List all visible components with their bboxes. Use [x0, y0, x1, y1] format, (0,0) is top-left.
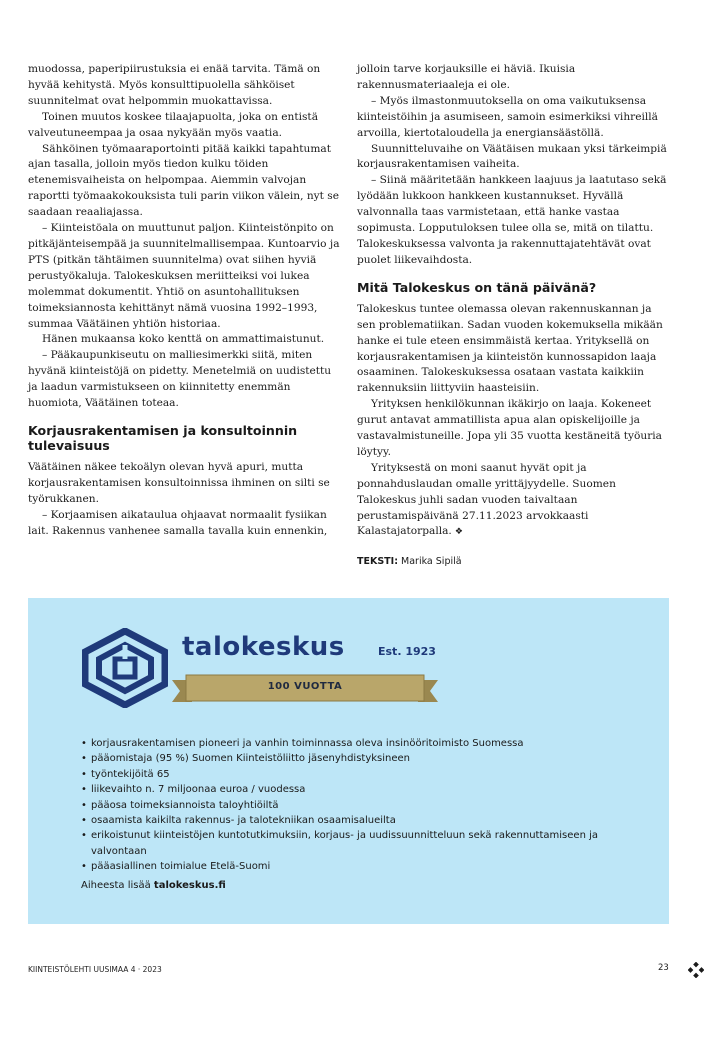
subheading-today: Mitä Talokeskus on tänä päivänä? — [357, 279, 597, 295]
list-item: • korjausrakentamisen pioneeri ja vanhin toiminnassa oleva insinööritoimisto Suomessa — [81, 736, 651, 751]
list-item: • pääasiallinen toimialue Etelä-Suomi — [81, 859, 651, 874]
ribbon-text: 100 VUOTTA — [267, 681, 343, 692]
logo-wordmark: talokeskus — [182, 632, 345, 662]
talokeskus-emblem-icon — [82, 628, 168, 708]
body-paragraph: jolloin tarve korjauksille ei häviä. Ikuisia rakennusmateriaaleja ei ole. — [357, 63, 576, 91]
body-paragraph: – Pääkaupunkiseutu on malliesimerkki siitä, miten hyvänä kiinteistöjä on pidetty. Menetelmiä on uudistettu ja laadun varmistukseen on kiinnitetty enemmän huomiota, Väätäinen toteaa. — [28, 349, 332, 410]
more-info-prefix: Aiheesta lisää — [81, 880, 151, 891]
byline-label: TEKSTI: — [357, 556, 398, 568]
company-info-box — [28, 598, 669, 924]
logo-established: Est. 1923 — [378, 645, 436, 658]
talokeskus-logo — [82, 628, 442, 718]
list-item: • pääomistaja (95 %) Suomen Kiinteistöliitto jäsenyhdistyksineen — [81, 751, 651, 766]
body-paragraph: – Kiinteistöala on muuttunut paljon. Kiinteistönpito on pitkäjänteisempää ja suunnitelmallisempaa. Kuntoarvio ja PTS (pitkän tähtäimen suunnitelma) ovat siihen hyviä perustyökaluja. Talokeskuksen meriitteiksi voi lukea molemmat dokumentit. Yhtiö on asuntohallituksen toimeksiannosta kehittänyt nämä vuosina 1992–1993, summaa Väätäinen yhtiön historiaa. — [28, 222, 340, 330]
end-mark-icon: ❖ — [454, 527, 463, 538]
byline-author: Marika Sipilä — [401, 556, 462, 568]
body-paragraph: Yrityksen henkilökunnan ikäkirjo on laaja. Kokeneet gurut antavat ammatillista apua alan opiskelijoille ja vastavalmistuneille. Jopa yli 35 vuotta kestäneitä työuria löytyy. — [357, 398, 662, 458]
body-paragraph: – Myös ilmastonmuutoksella on oma vaikutuksensa kiinteistöihin ja asumiseen, samoin esimerkiksi vihreillä arvoilla, kiertotaloudella ja energiansäästöllä. — [357, 94, 658, 139]
body-paragraph: – Korjaamisen aikataulua ohjaavat normaalit fysiikan lait. Rakennus vanhenee samalla tavalla kuin ennenkin, — [28, 508, 328, 537]
diamond-ornament-icon — [688, 962, 704, 978]
list-item: • erikoistunut kiinteistöjen kuntotutkimuksiin, korjaus- ja uudissuunnitteluun sekä rakennuttamiseen ja valvontaan — [81, 828, 651, 859]
list-item: • liikevaihto n. 7 miljoonaa euroa / vuodessa — [81, 782, 651, 797]
body-paragraph: Toinen muutos koskee tilaajapuolta, joka on entistä valveutuneempaa ja osaa nykyään myös vaatia. — [28, 110, 319, 139]
body-paragraph: muodossa, paperipiirustuksia ei enää tarvita. Tämä on hyvää kehitystä. Myös konsulttipuolella sähköiset suunnitelmat ovat helpommin muokattavissa. — [28, 63, 321, 107]
byline — [357, 554, 670, 570]
final-paragraph-text: Yrityksestä on moni saanut hyvät opit ja ponnahduslaudan omalle yrittäjyydelle. Suomen Talokeskus juhli sadan vuoden taivaltaan perustamispäivänä 27.11.2023 arvokkaasti Kalastajatorpalla. — [357, 461, 616, 538]
company-facts-list — [81, 736, 651, 875]
subheading-future: Korjausrakentamisen ja konsultoinnin tulevaisuus — [28, 422, 298, 453]
body-paragraph: Väätäinen näkee tekoälyn olevan hyvä apuri, mutta korjausrakentamisen konsultoinnissa ihminen on silti se työrukkanen. — [28, 460, 330, 505]
list-item: • työntekijöitä 65 — [81, 767, 651, 782]
body-paragraph: Hänen mukaansa koko kenttä on ammattimaistunut. — [42, 333, 325, 346]
page-number: 23 — [658, 963, 669, 973]
article-column-left — [28, 62, 340, 539]
article-column-right — [357, 62, 670, 570]
body-paragraph: Suunnitteluvaihe on Väätäisen mukaan yksi tärkeimpiä korjausrakentamisen vaiheita. — [357, 142, 667, 171]
body-paragraph-final — [357, 461, 670, 542]
body-paragraph: Talokeskus tuntee olemassa olevan rakennuskannan ja sen problematiikan. Sadan vuoden kokemuksella mikään hanke ei tule eteen ensimmäistä kertaa. Yrityksellä on korjausrakentamisen ja kiinteistön kunnossapidon laaja osaaminen. Talokeskuksessa osataan vastata kaikkiin rakennuksiin liittyviin haasteisiin. — [357, 302, 663, 395]
body-paragraph: Sähköinen työmaaraportointi pitää kaikki tapahtumat ajan tasalla, jolloin myös tiedon kulku töiden etenemisvaiheista on helpompaa. Aiemmin valvojan raportti työmaakokouksista tuli parin viikon välein, nyt se saadaan reaaliajassa. — [28, 142, 339, 219]
list-item: • osaamista kaikilta rakennus- ja talotekniikan osaamisalueilta — [81, 813, 651, 828]
more-info-line — [81, 880, 226, 891]
footer-publication: KIINTEISTÖLEHTI UUSIMAA 4 · 2023 — [28, 965, 162, 974]
list-item: • pääosa toimeksiannoista taloyhtiöiltä — [81, 798, 651, 813]
website-link[interactable]: talokeskus.fi — [153, 880, 226, 891]
body-paragraph: – Siinä määritetään hankkeen laajuus ja laatutaso sekä lyödään lukkoon hankkeen kustannukset. Hyvällä valvonnalla taas varmistetaan, että hanke vastaa sopimusta. Lopputuloksen tulee olla se, mitä on tilattu. Talokeskuksessa valvonta ja rakennuttajatehtävät ovat puolet liikevaihdosta. — [357, 174, 667, 266]
